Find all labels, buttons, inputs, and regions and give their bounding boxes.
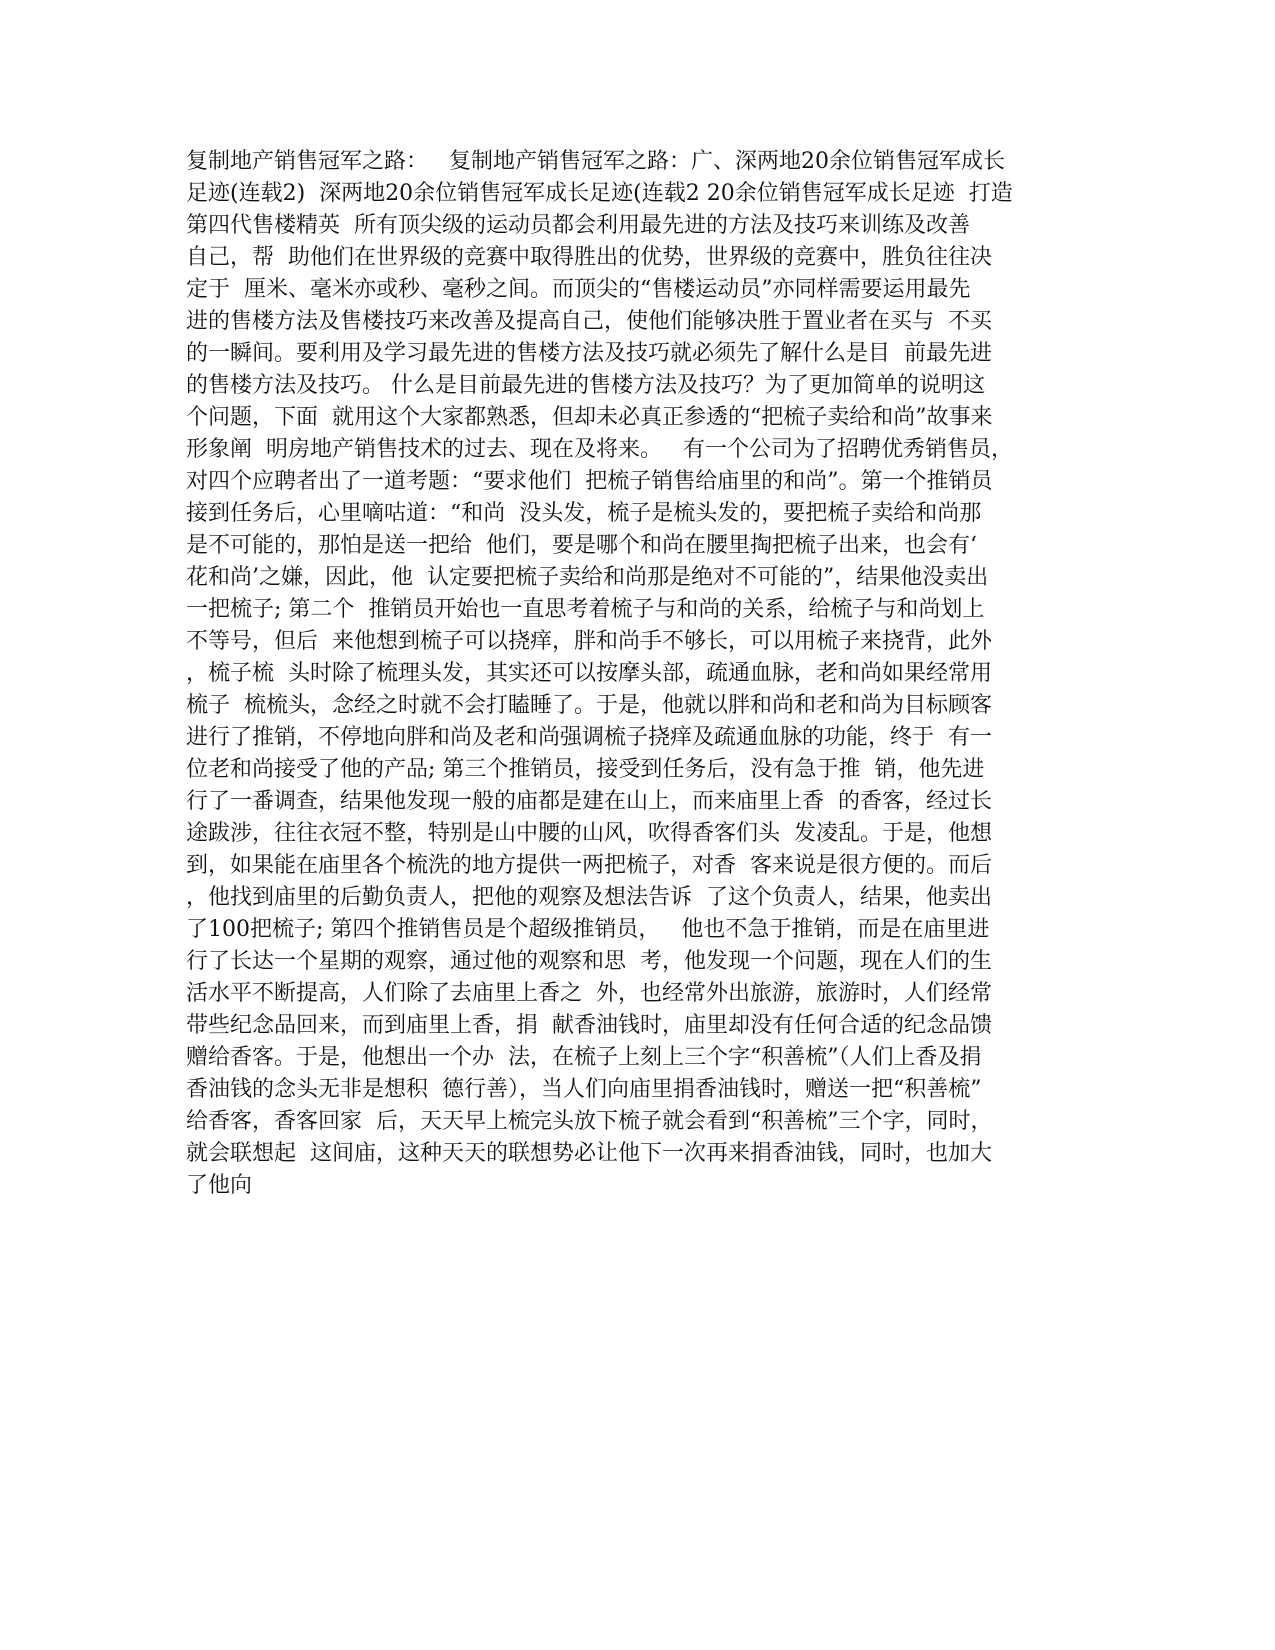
text-line: 一把梳子; 第二个 推销员开始也一直思考着梳子与和尚的关系，给梳子与和尚划上 <box>186 597 985 622</box>
text-line: 复制地产销售冠军之路： 复制地产销售冠军之路：广、深两地20余位销售冠军成长 <box>186 149 1005 174</box>
text-line: 带些纪念品回来，而到庙里上香，捐 献香油钱时，庙里却没有任何合适的纪念品馈 <box>186 1013 992 1038</box>
text-line: 不等号，但后 来他想到梳子可以挠痒，胖和尚手不够长，可以用梳子来挠背，此外 <box>186 629 992 654</box>
text-line: 赠给香客。于是，他想出一个办 法，在梳子上刻上三个字“积善梳”（人们上香及捐 <box>186 1045 982 1070</box>
text-line: ，梳子梳 头时除了梳理头发，其实还可以按摩头部，疏通血脉，老和尚如果经常用 <box>186 661 992 686</box>
text-line: 对四个应聘者出了一道考题：“要求他们 把梳子销售给庙里的和尚”。第一个推销员 <box>186 469 993 494</box>
text-line: 给香客，香客回家 后，天天早上梳完头放下梳子就会看到“积善梳”三个字，同时， <box>186 1109 993 1134</box>
text-line: 香油钱的念头无非是想积 德行善），当人们向庙里捐香油钱时，赠送一把“积善梳” <box>186 1077 982 1102</box>
text-line: 梳子 梳梳头，念经之时就不会打瞌睡了。于是，他就以胖和尚和老和尚为目标顾客 <box>186 693 992 718</box>
text-line: 自己，帮 助他们在世界级的竞赛中取得胜出的优势，世界级的竞赛中，胜负往往决 <box>186 245 992 270</box>
text-line: 行了长达一个星期的观察，通过他的观察和思 考，他发现一个问题，现在人们的生 <box>186 949 992 974</box>
text-line: 途跋涉，往往衣冠不整，特别是山中腰的山风，吹得香客们头 发凌乱。于是，他想 <box>186 821 992 846</box>
text-line: 了100把梳子; 第四个推销售员是个超级推销员， 他也不急于推销，而是在庙里进 <box>186 917 990 942</box>
body-text <box>186 146 1086 1202</box>
text-line: 了他向 <box>186 1173 253 1198</box>
text-line: 是不可能的，那怕是送一把给 他们，要是哪个和尚在腰里掏把梳子出来，也会有‘ <box>186 533 977 558</box>
text-line: 位老和尚接受了他的产品; 第三个推销员，接受到任务后，没有急于推 销，他先进 <box>186 757 985 782</box>
text-line: 形象阐 明房地产销售技术的过去、现在及将来。 有一个公司为了招聘优秀销售员， <box>186 437 1013 462</box>
text-line: 行了一番调查，结果他发现一般的庙都是建在山上，而来庙里上香 的香客，经过长 <box>186 789 992 814</box>
text-line: ，他找到庙里的后勤负责人，把他的观察及想法告诉 了这个负责人，结果，他卖出 <box>186 885 992 910</box>
text-line: 进的售楼方法及售楼技巧来改善及提高自己，使他们能够决胜于置业者在买与 不买 <box>186 309 992 334</box>
text-line: 足迹(连载2) 深两地20余位销售冠军成长足迹(连载2 20余位销售冠军成长足迹 打造 <box>186 181 1013 206</box>
text-line: 就会联想起 这间庙，这种天天的联想势必让他下一次再来捐香油钱，同时，也加大 <box>186 1141 992 1166</box>
text-line: 第四代售楼精英 所有顶尖级的运动员都会利用最先进的方法及技巧来训练及改善 <box>186 213 970 238</box>
text-line: 活水平不断提高，人们除了去庙里上香之 外，也经常外出旅游，旅游时，人们经常 <box>186 981 992 1006</box>
text-line: 定于 厘米、毫米亦或秒、毫秒之间。而顶尖的“售楼运动员”亦同样需要运用最先 <box>186 277 971 302</box>
text-line: 的一瞬间。要利用及学习最先进的售楼方法及技巧就必须先了解什么是目 前最先进 <box>186 341 992 366</box>
text-line: 花和尚’之嫌，因此，他 认定要把梳子卖给和尚那是绝对不可能的”，结果他没卖出 <box>186 565 989 590</box>
text-line: 到，如果能在庙里各个梳洗的地方提供一两把梳子，对香 客来说是很方便的。而后 <box>186 853 992 878</box>
text-line: 个问题，下面 就用这个大家都熟悉，但却未必真正参透的“把梳子卖给和尚”故事来 <box>186 405 993 430</box>
text-line: 接到任务后，心里嘀咕道：“和尚 没头发，梳子是梳头发的，要把梳子卖给和尚那 <box>186 501 982 526</box>
text-line: 的售楼方法及技巧。 什么是目前最先进的售楼方法及技巧？为了更加简单的说明这 <box>186 373 985 398</box>
text-line: 进行了推销，不停地向胖和尚及老和尚强调梳子挠痒及疏通血脉的功能，终于 有一 <box>186 725 992 750</box>
